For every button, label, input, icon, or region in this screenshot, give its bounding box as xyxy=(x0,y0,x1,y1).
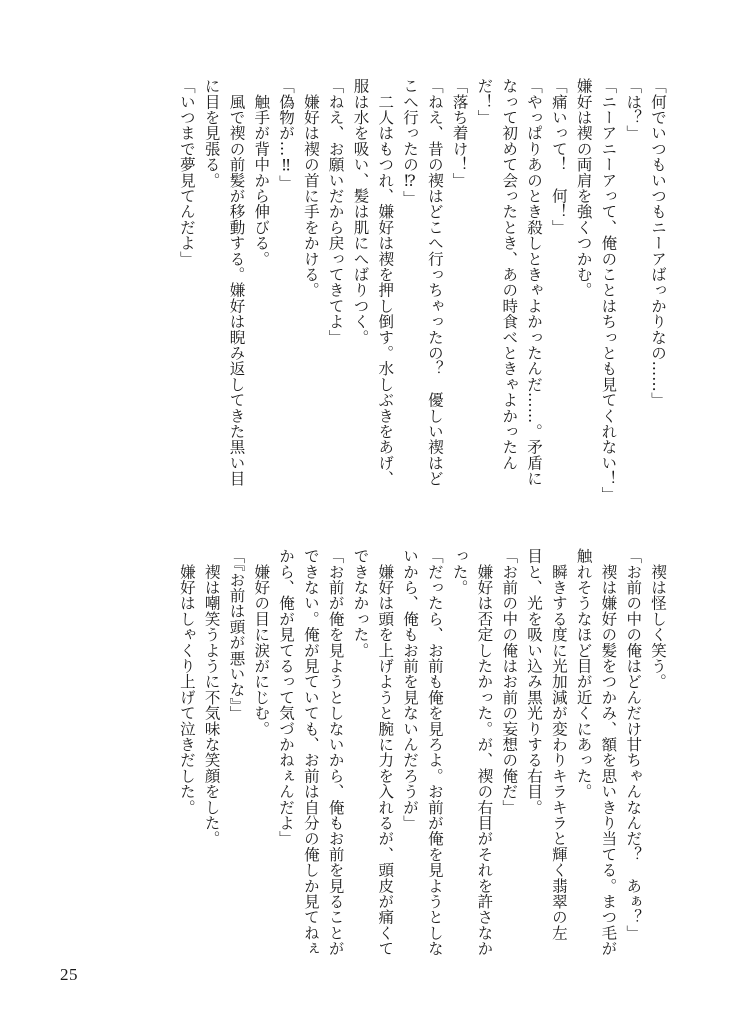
text-line: 「お前の中の俺はどんだけ甘ちゃんなんだ？ あぁ？」 xyxy=(624,548,643,941)
text-line: こへ行ったの⁉」 xyxy=(401,78,420,207)
text-line: 「ねえ、昔の禊はどこへ行っちゃったの？ 優しい禊はど xyxy=(425,78,444,487)
text-line: 「何でいつもいつもニーアばっかりなの……」 xyxy=(649,78,667,408)
text-line: 「痛いって！ 何！」 xyxy=(549,78,568,235)
text-line: 嫌好は禊の首に手をかける。 xyxy=(301,78,320,298)
text-line: 「やっぱりあのとき殺しときゃよかったんだ……。矛盾に xyxy=(525,78,544,487)
text-line: 禊は嘲笑うように不気味な笑顔をした。 xyxy=(202,548,221,847)
text-line: に目を見張る。 xyxy=(202,78,221,188)
text-line: から、俺が見てるって気づかねぇんだよ」 xyxy=(277,548,296,847)
upper-text-block xyxy=(50,78,670,508)
text-line: 二人はもつれ、嫌好は禊を押し倒す。水しぶきをあげ、 xyxy=(376,78,395,487)
text-line: 嫌好の目に涙がにじむ。 xyxy=(252,548,271,737)
text-line: 触れそうなほど目が近くにあった。 xyxy=(574,548,593,800)
text-line: できなかった。 xyxy=(351,548,370,658)
text-line: 嫌好はしゃくり上げて泣きだした。 xyxy=(177,548,196,815)
text-line: 禊は怪しく笑う。 xyxy=(649,548,667,690)
text-line: 嫌好は否定したかった。が、禊の右目がそれを許さなか xyxy=(475,548,494,957)
text-line: だ！」 xyxy=(475,78,494,126)
text-line: 触手が背中から伸びる。 xyxy=(252,78,271,267)
text-line: 「お前の中の俺はお前の妄想の俺だ」 xyxy=(500,548,519,815)
text-line: いから、俺もお前を見ないんだろうが」 xyxy=(401,548,420,831)
text-line: 「いつまで夢見てんだよ」 xyxy=(177,78,196,267)
text-line: 「は？」 xyxy=(624,78,643,141)
text-line: 嫌好は禊の両肩を強くつかむ。 xyxy=(574,78,593,298)
text-line: 嫌好は頭を上げようと腕に力を入れるが、頭皮が痛くて xyxy=(376,548,395,957)
text-line: 目と、光を吸い込み黒光りする右目。 xyxy=(525,548,544,815)
text-line: 「ニーアニーアって、俺のことはちっとも見てくれない！」 xyxy=(599,78,618,502)
text-line: 禊は嫌好の髪をつかみ、額を思いきり当てる。まつ毛が xyxy=(599,548,618,957)
text-line: 「落ち着け！」 xyxy=(450,78,469,188)
text-line: 「偽物が…‼」 xyxy=(277,78,296,191)
text-line: った。 xyxy=(450,548,469,596)
text-line: なって初めて会ったとき、あの時食べときゃよかったん xyxy=(500,78,519,471)
lower-text-block xyxy=(50,548,670,978)
text-line: 「お前が俺を見ようとしないから、俺もお前を見ることが xyxy=(326,548,345,957)
text-line: 「『お前は頭が悪いな』」 xyxy=(227,548,246,721)
text-line: 「ねえ、お願いだから戻ってきてよ」 xyxy=(326,78,345,345)
page-number: 25 xyxy=(60,965,78,984)
text-line: 「だったら、お前も俺を見ろよ。お前が俺を見ようとしな xyxy=(425,548,444,957)
text-line: できない。俺が見ていても、お前は自分の俺しか見てねぇ xyxy=(301,548,320,957)
text-line: 瞬きする度に光加減が変わりキラキラと輝く翡翠の左 xyxy=(549,548,568,941)
text-line: 服は水を吸い、髪は肌にへばりつく。 xyxy=(351,78,370,345)
text-line: 風で禊の前髪が移動する。嫌好は睨み返してきた黒い目 xyxy=(227,78,246,487)
